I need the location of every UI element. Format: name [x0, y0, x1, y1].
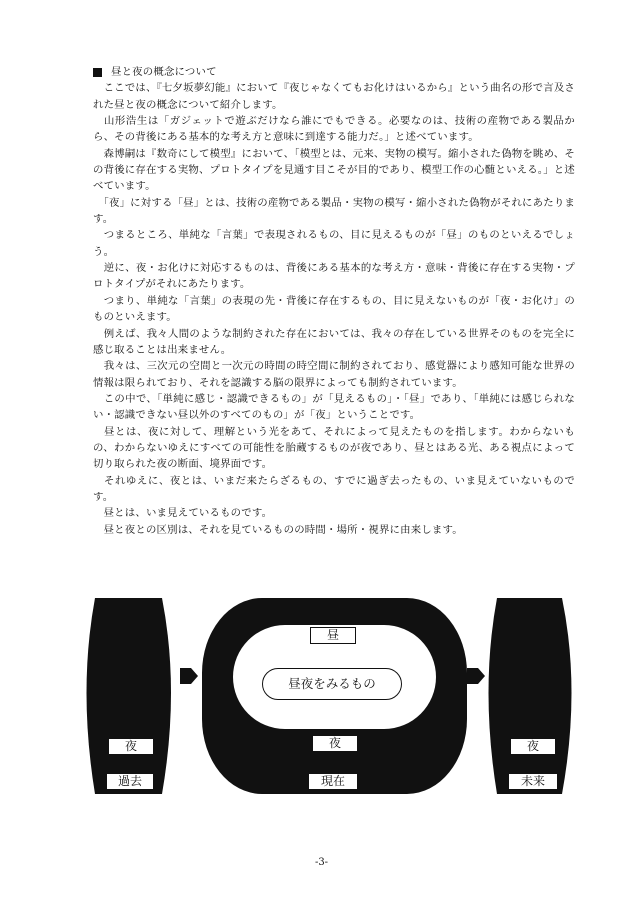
paragraph: 「夜」に対する「昼」とは、技術の産物である製品・実物の模写・縮小された偽物がそれにあたります。 [93, 196, 575, 226]
paragraph: この中で、「単純に感じ・認識できるもの」が「見えるもの」・「昼」であり、「単純には感じられない・認識できない昼以外のすべてのもの」が「夜」ということです。 [93, 392, 575, 422]
paragraph: それゆえに、夜とは、いまだ来たらざるもの、すでに過ぎ去ったもの、いま見えていないものです。 [93, 474, 575, 503]
paragraph: ここでは、『七夕坂夢幻能』において『夜じゃなくてもお化けはいるから』という曲名の形で言及された昼と夜の概念について紹介します。 [93, 82, 575, 111]
arrow-right-icon [180, 668, 198, 684]
paragraph: 例えば、我々人間のような制約された存在においては、我々の存在している世界そのものを完全に感じ取ることは出来ません。 [93, 327, 575, 356]
present-night-label: 夜 [312, 735, 358, 752]
past-night-shape [87, 598, 172, 794]
paragraph: 昼とは、夜に対して、理解という光をあて、それによって見えたものを指します。わからないもの、わからないゆえにすべての可能性を胎蔵するものが夜であり、昼とはある光、ある視点によって切り取られた夜の断面、境界面です。 [93, 425, 575, 471]
square-bullet-icon [93, 68, 102, 77]
paragraph: 森博嗣は『数奇にして模型』において、「模型とは、元来、実物の模写。縮小された偽物を眺め、その背後に存在する実物、プロトタイプを見通す目こそが目的であり、模型工作の心髄といえる。」と述べています。 [93, 147, 575, 193]
past-night-label: 夜 [108, 738, 154, 755]
section-heading-text: 昼と夜の概念について [111, 66, 217, 78]
future-night-shape [489, 598, 572, 794]
day-night-diagram [0, 590, 643, 810]
paragraph: 山形浩生は「ガジェットで遊ぶだけなら誰にでもできる。必要なのは、技術の産物である製品から、その背後にある基本的な考え方と意味に到達する能力だ。」と述べています。 [93, 115, 575, 144]
present-label: 現在 [308, 773, 358, 790]
present-day-label: 昼 [310, 627, 356, 644]
present-center-label: 昼夜をみるもの [262, 668, 402, 700]
future-night-label: 夜 [510, 738, 556, 755]
paragraph: 逆に、夜・お化けに対応するものは、背後にある基本的な考え方・意味・背後に存在する実物・プロトタイプがそれにあたります。 [93, 262, 575, 291]
section-heading [93, 64, 575, 80]
paragraph: 昼と夜との区別は、それを見ているものの時間・場所・視界に由来します。 [93, 523, 463, 536]
paragraph: 昼とは、いま見えているものです。 [93, 507, 273, 520]
main-text [93, 64, 575, 538]
paragraph: 我々は、三次元の空間と一次元の時間の時空間に制約されており、感覚器により感知可能な世界の情報は限られており、それを認識する脳の限界によっても制約されています。 [93, 360, 575, 389]
arrow-right-icon [467, 668, 485, 684]
paragraph: つまるところ、単純な「言葉」で表現されるもの、目に見えるものが「昼」のものといえるでしょう。 [93, 229, 575, 258]
page-number: -3- [314, 857, 329, 868]
paragraph: つまり、単純な「言葉」の表現の先・背後に存在するもの、目に見えないものが「夜・お化け」のものといえます。 [93, 294, 575, 324]
past-label: 過去 [106, 773, 154, 790]
future-label: 未来 [508, 773, 558, 790]
